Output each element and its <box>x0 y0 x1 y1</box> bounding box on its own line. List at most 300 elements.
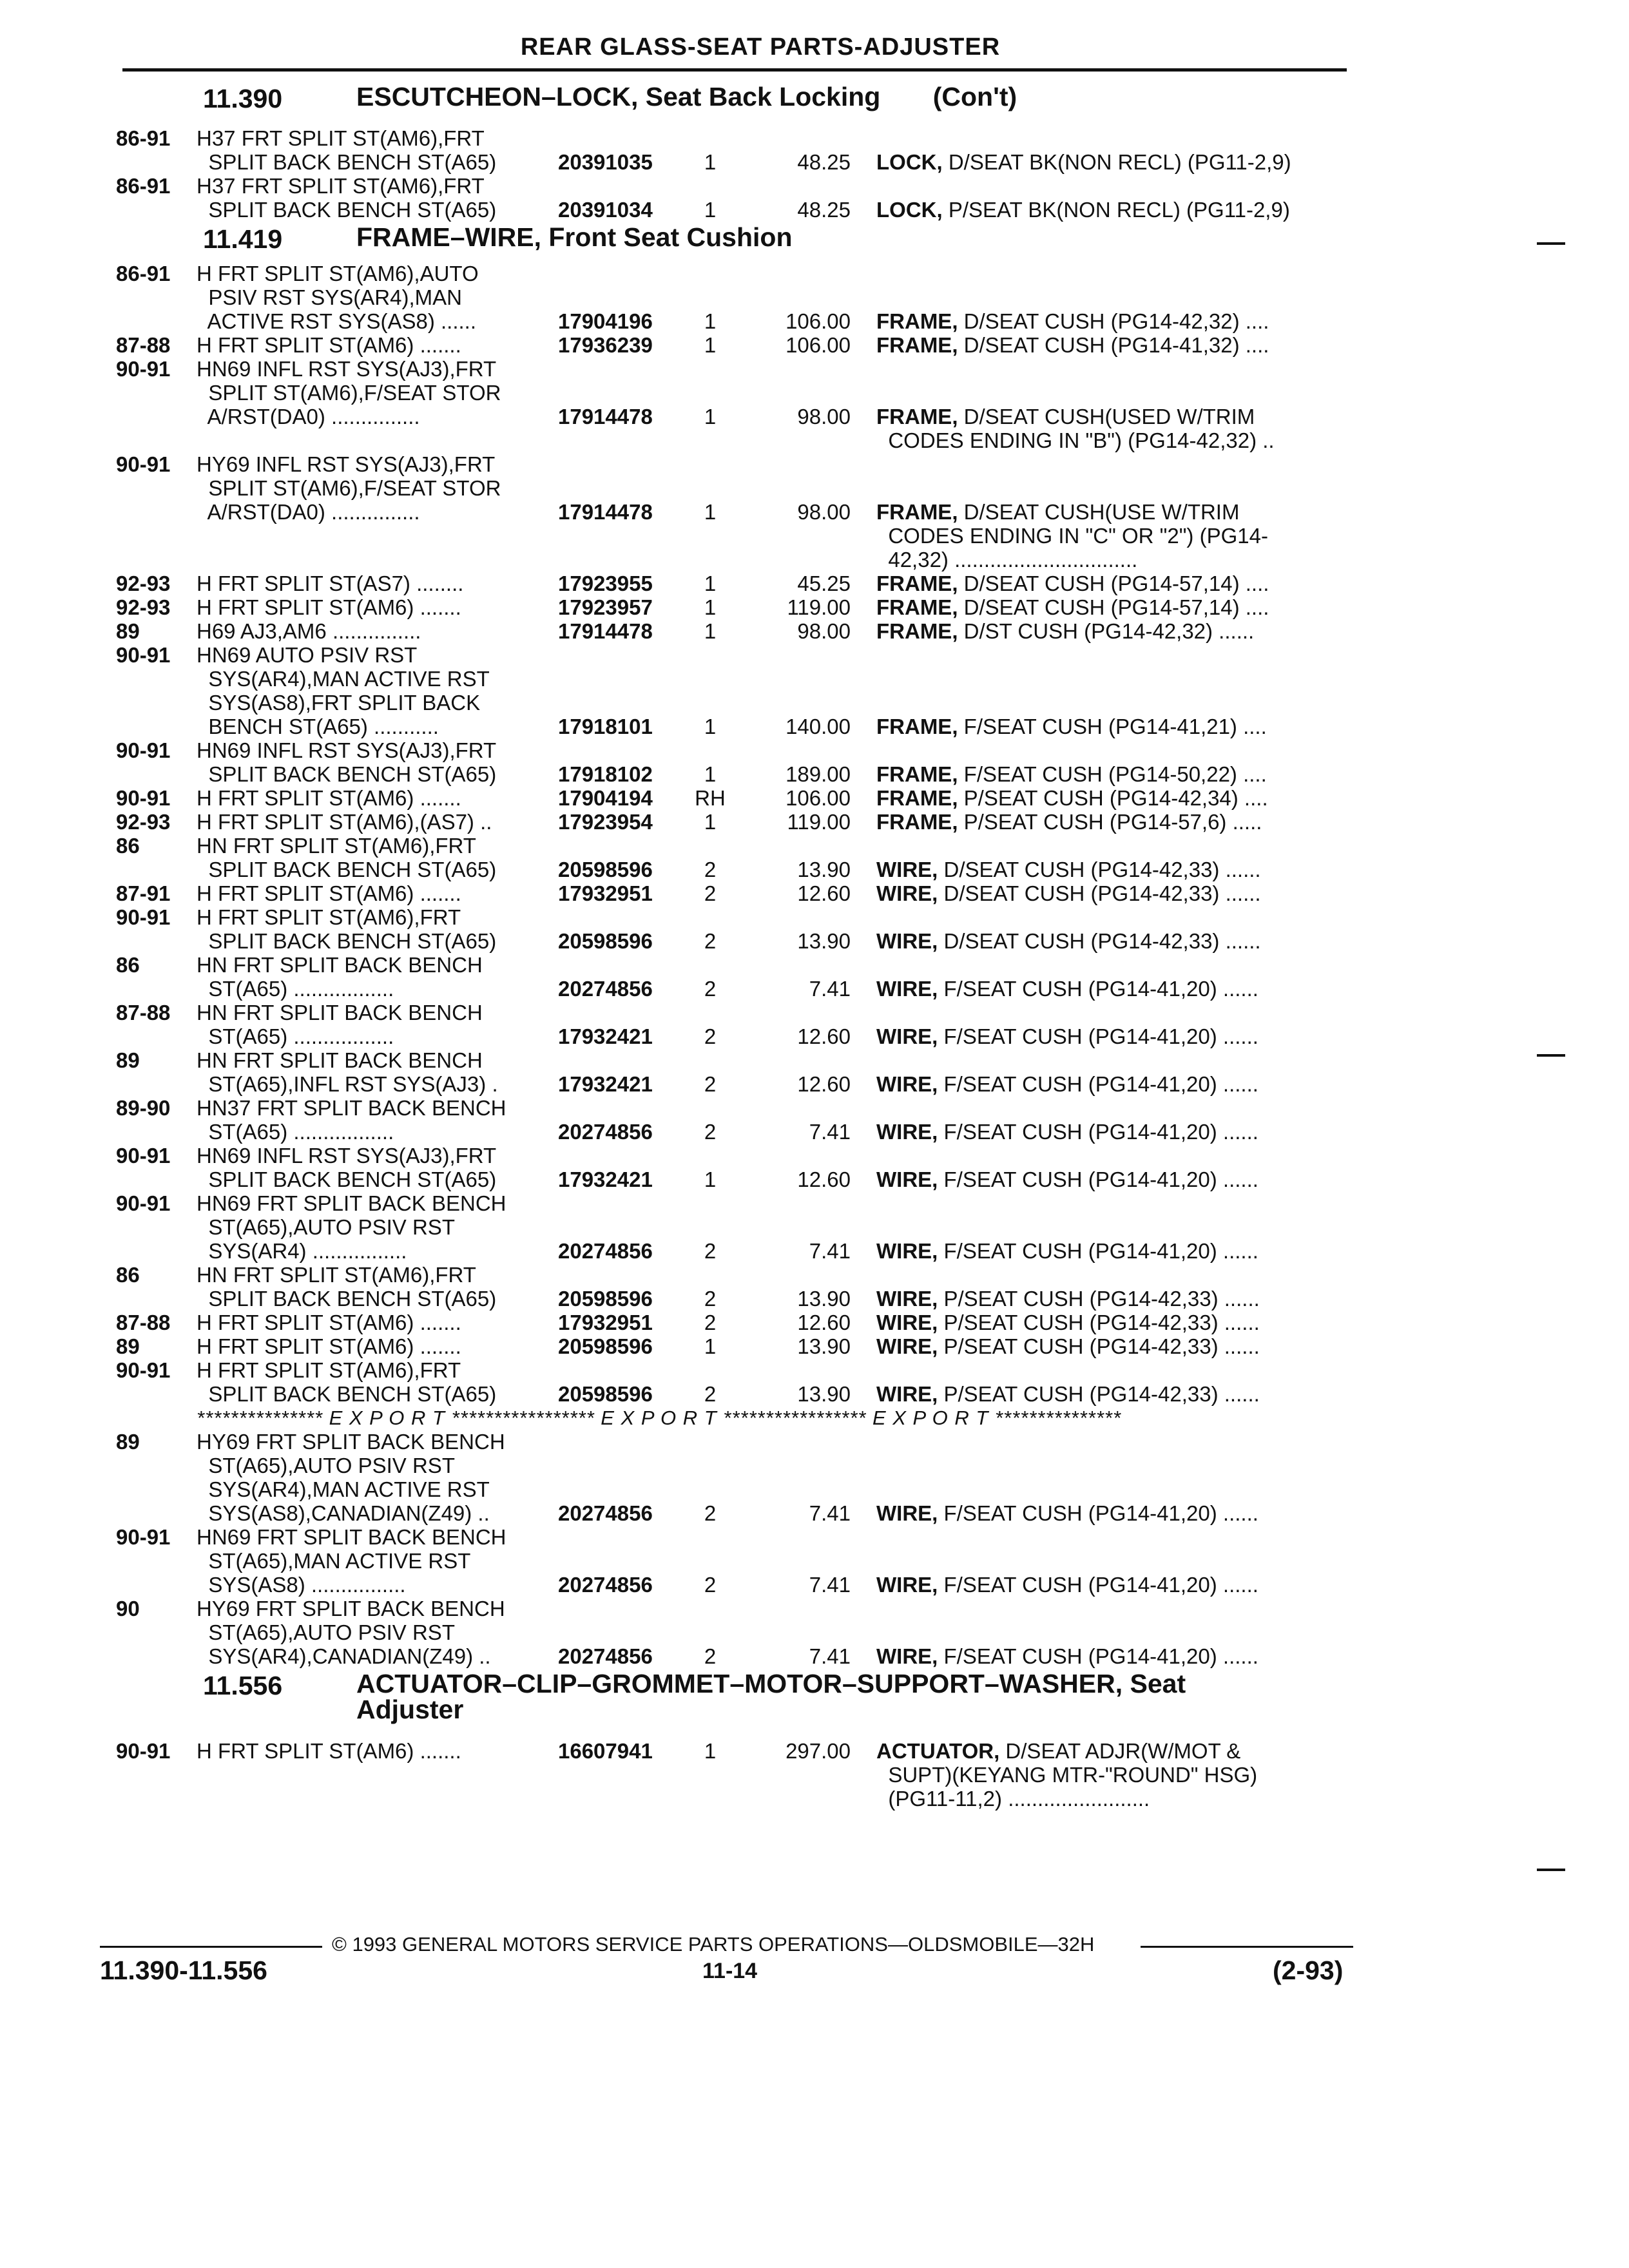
vehicle-description-line: HN FRT SPLIT BACK BENCH <box>197 1048 483 1072</box>
part-name: FRAME, <box>876 572 958 595</box>
section-11-390 <box>0 81 1629 126</box>
vehicle-description-line: HN FRT SPLIT BACK BENCH <box>197 953 483 977</box>
part-remark-line <box>876 715 1366 738</box>
vehicle-description-line: ST(A65),INFL RST SYS(AJ3) . <box>197 1072 498 1096</box>
part-name: LOCK, <box>876 198 943 222</box>
part-remark-text: D/SEAT CUSH(USED W/TRIM <box>958 405 1255 428</box>
list-price: 106.00 <box>786 309 851 333</box>
part-remark-line <box>876 428 1366 452</box>
part-name: WIRE, <box>876 1239 938 1263</box>
part-remark-text: D/SEAT CUSH (PG14-57,14) .... <box>958 595 1269 619</box>
list-price: 106.00 <box>786 333 851 357</box>
list-price: 98.00 <box>797 619 851 643</box>
part-name: LOCK, <box>876 150 943 174</box>
part-name: FRAME, <box>876 810 958 834</box>
vehicle-description-line: HN69 INFL RST SYS(AJ3),FRT <box>197 738 497 762</box>
part-remark-line <box>876 619 1366 643</box>
quantity: 2 <box>704 881 717 905</box>
part-remark-line <box>876 1573 1366 1597</box>
footer-rule <box>1141 1946 1353 1948</box>
vehicle-description-line: SPLIT ST(AM6),F/SEAT STOR <box>197 476 501 500</box>
quantity: 2 <box>704 1287 717 1311</box>
footer-rule <box>100 1946 322 1948</box>
part-remark-line <box>876 198 1366 222</box>
quantity: 2 <box>704 1644 717 1668</box>
vehicle-description-line: H69 AJ3,AM6 ............... <box>197 619 421 643</box>
vehicle-description-line: PSIV RST SYS(AR4),MAN <box>197 285 462 309</box>
list-price: 48.25 <box>797 150 851 174</box>
model-years: 90-91 <box>116 1525 171 1549</box>
part-number: 20274856 <box>558 1573 653 1597</box>
quantity: 1 <box>704 150 717 174</box>
part-name: FRAME, <box>876 595 958 619</box>
part-remark-line <box>876 1382 1366 1406</box>
part-remark-line <box>876 1334 1366 1358</box>
part-remark-line <box>876 786 1366 810</box>
part-remark-text: F/SEAT CUSH (PG14-41,20) ...... <box>938 1239 1258 1263</box>
part-remark-line <box>876 762 1366 786</box>
part-name: WIRE, <box>876 1501 938 1525</box>
quantity: 2 <box>704 977 717 1001</box>
list-price: 98.00 <box>797 405 851 428</box>
quantity: 2 <box>704 1501 717 1525</box>
model-years: 90-91 <box>116 643 171 667</box>
vehicle-description-line: H FRT SPLIT ST(AM6) ....... <box>197 786 461 810</box>
part-remark-text: F/SEAT CUSH (PG14-41,20) ...... <box>938 1120 1258 1144</box>
vehicle-description-line: HN FRT SPLIT BACK BENCH <box>197 1001 483 1024</box>
vehicle-description-line: HN69 FRT SPLIT BACK BENCH <box>197 1191 506 1215</box>
part-remark-text: F/SEAT CUSH (PG14-41,20) ...... <box>938 1024 1258 1048</box>
part-number: 20274856 <box>558 1239 653 1263</box>
part-remark-line <box>876 500 1366 524</box>
vehicle-description-line: SYS(AS8),CANADIAN(Z49) .. <box>197 1501 490 1525</box>
part-remark-text: D/ST CUSH (PG14-42,32) ...... <box>958 619 1255 643</box>
part-name: FRAME, <box>876 715 958 738</box>
part-row <box>0 881 1629 905</box>
part-remark-text: CODES ENDING IN "B") (PG14-42,32) .. <box>876 428 1275 452</box>
part-row <box>0 1334 1629 1358</box>
vehicle-description-line: ACTIVE RST SYS(AS8) ...... <box>197 309 477 333</box>
vehicle-description-line: H FRT SPLIT ST(AM6) ....... <box>197 1334 461 1358</box>
section-title: ACTUATOR–CLIP–GROMMET–MOTOR–SUPPORT–WASHER, Seat Adjuster <box>356 1669 1186 1724</box>
quantity: 2 <box>704 1382 717 1406</box>
part-row <box>0 1001 1629 1048</box>
part-name: FRAME, <box>876 405 958 428</box>
quantity: 1 <box>704 572 717 595</box>
margin-mark <box>1537 1869 1565 1871</box>
vehicle-description-line: HN69 AUTO PSIV RST <box>197 643 418 667</box>
list-price: 12.60 <box>797 1024 851 1048</box>
part-name: WIRE, <box>876 1334 938 1358</box>
rows-actuator <box>0 1739 1629 1811</box>
part-remark-text: F/SEAT CUSH (PG14-41,20) ...... <box>938 1072 1258 1096</box>
footer-date: (2-93) <box>1273 1956 1344 1985</box>
quantity: 2 <box>704 929 717 953</box>
part-number: 20598596 <box>558 1287 653 1311</box>
part-row <box>0 262 1629 333</box>
vehicle-description-line: ST(A65),MAN ACTIVE RST <box>197 1549 471 1573</box>
model-years: 86 <box>116 953 140 977</box>
part-row <box>0 1144 1629 1191</box>
part-number: 20391034 <box>558 198 653 222</box>
vehicle-description-line: HN37 FRT SPLIT BACK BENCH <box>197 1096 506 1120</box>
part-remark-line <box>876 1239 1366 1263</box>
quantity: 2 <box>704 1024 717 1048</box>
list-price: 119.00 <box>787 595 851 619</box>
quantity: 1 <box>704 1334 717 1358</box>
list-price: 13.90 <box>797 1287 851 1311</box>
quantity: 2 <box>704 1072 717 1096</box>
part-row <box>0 1597 1629 1668</box>
rows-frame-wire <box>0 262 1629 1406</box>
vehicle-description-line: BENCH ST(A65) ........... <box>197 715 439 738</box>
model-years: 87-88 <box>116 333 171 357</box>
model-years: 89 <box>116 1048 140 1072</box>
vehicle-description-line: SYS(AR4),CANADIAN(Z49) .. <box>197 1644 491 1668</box>
part-number: 20274856 <box>558 1644 653 1668</box>
quantity: 1 <box>704 810 717 834</box>
part-row <box>0 1096 1629 1144</box>
part-remark-text: F/SEAT CUSH (PG14-41,20) ...... <box>938 1501 1258 1525</box>
part-number: 20598596 <box>558 929 653 953</box>
part-remark-line <box>876 1739 1366 1763</box>
vehicle-description-line: ST(A65) ................. <box>197 1120 394 1144</box>
part-remark-text: P/SEAT CUSH (PG14-42,34) .... <box>958 786 1268 810</box>
export-divider-text: *************** E X P O R T ***************** E X P O R T ***************** E X P O R T *************** <box>197 1407 1121 1429</box>
model-years: 90-91 <box>116 1358 171 1382</box>
part-row <box>0 572 1629 595</box>
model-years: 92-93 <box>116 572 171 595</box>
vehicle-description-line: SPLIT BACK BENCH ST(A65) <box>197 198 497 222</box>
model-years: 89 <box>116 619 140 643</box>
part-name: FRAME, <box>876 500 958 524</box>
part-number: 20274856 <box>558 1120 653 1144</box>
model-years: 86-91 <box>116 262 171 285</box>
part-remark-text: D/SEAT CUSH (PG14-42,32) .... <box>958 309 1269 333</box>
part-remark-line <box>876 572 1366 595</box>
quantity: 1 <box>704 1168 717 1191</box>
part-number: 17914478 <box>558 405 653 428</box>
part-remark-text: F/SEAT CUSH (PG14-41,20) ...... <box>938 1644 1258 1668</box>
list-price: 7.41 <box>809 1120 851 1144</box>
part-number: 17932421 <box>558 1168 653 1191</box>
vehicle-description-line: H FRT SPLIT ST(AM6) ....... <box>197 1311 461 1334</box>
section-11-419 <box>0 222 1629 262</box>
part-name: WIRE, <box>876 1072 938 1096</box>
model-years: 89 <box>116 1334 140 1358</box>
quantity: 2 <box>704 1120 717 1144</box>
vehicle-description-line: SYS(AR4) ................ <box>197 1239 407 1263</box>
rows-escutcheon-lock <box>0 126 1629 222</box>
part-number: 17914478 <box>558 500 653 524</box>
vehicle-description-line: H37 FRT SPLIT ST(AM6),FRT <box>197 174 485 198</box>
margin-mark <box>1537 242 1565 245</box>
part-row <box>0 738 1629 786</box>
part-row <box>0 333 1629 357</box>
part-remark-text: D/SEAT ADJR(W/MOT & <box>999 1739 1241 1763</box>
part-number: 20598596 <box>558 1334 653 1358</box>
part-name: WIRE, <box>876 881 938 905</box>
part-remark-line <box>876 1072 1366 1096</box>
list-price: 119.00 <box>787 810 851 834</box>
vehicle-description-line: HN FRT SPLIT ST(AM6),FRT <box>197 834 476 858</box>
model-years: 90-91 <box>116 738 171 762</box>
part-number: 20598596 <box>558 1382 653 1406</box>
vehicle-description-line: SPLIT BACK BENCH ST(A65) <box>197 150 497 174</box>
section-11-556 <box>0 1668 1629 1739</box>
part-name: WIRE, <box>876 1168 938 1191</box>
model-years: 86-91 <box>116 126 171 150</box>
vehicle-description-line: H FRT SPLIT ST(AS7) ........ <box>197 572 464 595</box>
part-remark-line <box>876 405 1366 428</box>
part-row <box>0 786 1629 810</box>
page-header <box>122 31 1347 72</box>
vehicle-description-line: ST(A65) ................. <box>197 1024 394 1048</box>
vehicle-description-line: SPLIT BACK BENCH ST(A65) <box>197 1382 497 1406</box>
part-name: WIRE, <box>876 858 938 881</box>
part-number: 16607941 <box>558 1739 653 1763</box>
part-name: WIRE, <box>876 1573 938 1597</box>
vehicle-description-line: ST(A65),AUTO PSIV RST <box>197 1454 455 1477</box>
part-name: WIRE, <box>876 1311 938 1334</box>
quantity: 2 <box>704 1311 717 1334</box>
list-price: 45.25 <box>797 572 851 595</box>
part-remark-line <box>876 333 1366 357</box>
part-number: 20598596 <box>558 858 653 881</box>
vehicle-description-line: HN FRT SPLIT ST(AM6),FRT <box>197 1263 476 1287</box>
list-price: 12.60 <box>797 1311 851 1334</box>
part-row <box>0 357 1629 452</box>
part-row <box>0 834 1629 881</box>
vehicle-description-line: A/RST(DA0) ............... <box>197 405 420 428</box>
part-row <box>0 174 1629 222</box>
part-row <box>0 810 1629 834</box>
rows-frame-wire-export <box>0 1430 1629 1668</box>
vehicle-description-line: HY69 INFL RST SYS(AJ3),FRT <box>197 452 496 476</box>
list-price: 13.90 <box>797 1382 851 1406</box>
part-number: 17936239 <box>558 333 653 357</box>
list-price: 7.41 <box>809 977 851 1001</box>
part-name: ACTUATOR, <box>876 1739 1000 1763</box>
vehicle-description-line: HY69 FRT SPLIT BACK BENCH <box>197 1430 505 1454</box>
list-price: 98.00 <box>797 500 851 524</box>
part-remark-line <box>876 1024 1366 1048</box>
footer-section-range: 11.390-11.556 <box>100 1956 267 1985</box>
parts-listing <box>0 81 1629 1811</box>
part-remark-text: CODES ENDING IN "C" OR "2") (PG14- <box>876 524 1268 548</box>
part-remark-text: D/SEAT CUSH (PG14-57,14) .... <box>958 572 1269 595</box>
part-remark-text: (PG11-11,2) ........................ <box>876 1787 1150 1811</box>
part-number: 17932951 <box>558 881 653 905</box>
model-years: 90-91 <box>116 786 171 810</box>
model-years: 90-91 <box>116 1191 171 1215</box>
part-remark-line <box>876 548 1366 572</box>
list-price: 7.41 <box>809 1573 851 1597</box>
quantity: 1 <box>704 762 717 786</box>
part-number: 17904196 <box>558 309 653 333</box>
vehicle-description-line: ST(A65) ................. <box>197 977 394 1001</box>
part-remark-text: 42,32) ............................... <box>876 548 1138 572</box>
model-years: 90 <box>116 1597 140 1620</box>
part-remark-text: SUPT)(KEYANG MTR-"ROUND" HSG) <box>876 1763 1258 1787</box>
list-price: 7.41 <box>809 1501 851 1525</box>
section-number: 11.419 <box>203 224 283 254</box>
part-row <box>0 1263 1629 1311</box>
quantity: 2 <box>704 1239 717 1263</box>
model-years: 90-91 <box>116 452 171 476</box>
part-name: FRAME, <box>876 309 958 333</box>
part-remark-text: F/SEAT CUSH (PG14-41,20) ...... <box>938 1573 1258 1597</box>
part-row <box>0 1430 1629 1525</box>
part-row <box>0 452 1629 572</box>
part-remark-line <box>876 150 1366 174</box>
part-row <box>0 1358 1629 1406</box>
quantity: RH <box>695 786 726 810</box>
part-remark-text: P/SEAT CUSH (PG14-42,33) ...... <box>938 1382 1260 1406</box>
vehicle-description-line: H FRT SPLIT ST(AM6),AUTO <box>197 262 479 285</box>
part-number: 17932421 <box>558 1072 653 1096</box>
part-remark-text: F/SEAT CUSH (PG14-41,21) .... <box>958 715 1267 738</box>
quantity: 1 <box>704 715 717 738</box>
part-name: WIRE, <box>876 929 938 953</box>
part-row <box>0 619 1629 643</box>
part-remark-line <box>876 595 1366 619</box>
quantity: 2 <box>704 1573 717 1597</box>
quantity: 1 <box>704 198 717 222</box>
vehicle-description-line: HN69 INFL RST SYS(AJ3),FRT <box>197 357 497 381</box>
vehicle-description-line: H FRT SPLIT ST(AM6) ....... <box>197 333 461 357</box>
margin-mark <box>1537 1054 1565 1057</box>
part-remark-text: P/SEAT CUSH (PG14-42,33) ...... <box>938 1311 1260 1334</box>
vehicle-description-line: SPLIT BACK BENCH ST(A65) <box>197 858 497 881</box>
part-row <box>0 595 1629 619</box>
part-name: FRAME, <box>876 333 958 357</box>
part-name: FRAME, <box>876 619 958 643</box>
model-years: 89 <box>116 1430 140 1454</box>
part-name: FRAME, <box>876 762 958 786</box>
part-remark-line <box>876 1311 1366 1334</box>
list-price: 7.41 <box>809 1239 851 1263</box>
model-years: 90-91 <box>116 1144 171 1168</box>
part-remark-line <box>876 1287 1366 1311</box>
part-row <box>0 905 1629 953</box>
part-number: 20274856 <box>558 977 653 1001</box>
vehicle-description-line: SPLIT ST(AM6),F/SEAT STOR <box>197 381 501 405</box>
part-number: 17914478 <box>558 619 653 643</box>
part-remark-line <box>876 1763 1366 1787</box>
vehicle-description-line: HN69 INFL RST SYS(AJ3),FRT <box>197 1144 497 1168</box>
part-number: 17923955 <box>558 572 653 595</box>
section-number: 11.556 <box>203 1671 283 1700</box>
quantity: 1 <box>704 1739 717 1763</box>
list-price: 48.25 <box>797 198 851 222</box>
list-price: 140.00 <box>786 715 851 738</box>
part-remark-text: P/SEAT BK(NON RECL) (PG11-2,9) <box>942 198 1290 222</box>
model-years: 92-93 <box>116 810 171 834</box>
part-row <box>0 643 1629 738</box>
part-name: WIRE, <box>876 1644 938 1668</box>
vehicle-description-line: ST(A65),AUTO PSIV RST <box>197 1620 455 1644</box>
quantity: 1 <box>704 405 717 428</box>
part-remark-text: D/SEAT CUSH (PG14-42,33) ...... <box>938 858 1261 881</box>
vehicle-description-line: HN69 FRT SPLIT BACK BENCH <box>197 1525 506 1549</box>
part-number: 17932421 <box>558 1024 653 1048</box>
part-name: WIRE, <box>876 977 938 1001</box>
list-price: 13.90 <box>797 929 851 953</box>
list-price: 13.90 <box>797 1334 851 1358</box>
model-years: 90-91 <box>116 905 171 929</box>
vehicle-description-line: SPLIT BACK BENCH ST(A65) <box>197 929 497 953</box>
part-number: 17918102 <box>558 762 653 786</box>
list-price: 12.60 <box>797 1072 851 1096</box>
export-divider <box>0 1406 1629 1430</box>
part-remark-text: F/SEAT CUSH (PG14-50,22) .... <box>958 762 1267 786</box>
model-years: 89-90 <box>116 1096 171 1120</box>
part-remark-line <box>876 1168 1366 1191</box>
part-remark-text: P/SEAT CUSH (PG14-57,6) ..... <box>958 810 1262 834</box>
vehicle-description-line: H37 FRT SPLIT ST(AM6),FRT <box>197 126 485 150</box>
part-remark-text: D/SEAT CUSH (PG14-42,33) ...... <box>938 881 1261 905</box>
vehicle-description-line: SPLIT BACK BENCH ST(A65) <box>197 1287 497 1311</box>
part-number: 20391035 <box>558 150 653 174</box>
list-price: 12.60 <box>797 1168 851 1191</box>
part-remark-text: F/SEAT CUSH (PG14-41,20) ...... <box>938 977 1258 1001</box>
part-row <box>0 1048 1629 1096</box>
model-years: 92-93 <box>116 595 171 619</box>
part-name: FRAME, <box>876 786 958 810</box>
part-row <box>0 1525 1629 1597</box>
vehicle-description-line: H FRT SPLIT ST(AM6) ....... <box>197 1739 461 1763</box>
part-remark-line <box>876 929 1366 953</box>
part-remark-line <box>876 309 1366 333</box>
part-remark-line <box>876 1120 1366 1144</box>
list-price: 12.60 <box>797 881 851 905</box>
vehicle-description-line: HY69 FRT SPLIT BACK BENCH <box>197 1597 505 1620</box>
vehicle-description-line: H FRT SPLIT ST(AM6),FRT <box>197 1358 461 1382</box>
part-number: 20274856 <box>558 1501 653 1525</box>
part-remark-text: P/SEAT CUSH (PG14-42,33) ...... <box>938 1287 1260 1311</box>
part-remark-line <box>876 810 1366 834</box>
section-title: FRAME–WIRE, Front Seat Cushion <box>356 222 793 252</box>
list-price: 106.00 <box>786 786 851 810</box>
vehicle-description-line: SYS(AR4),MAN ACTIVE RST <box>197 667 490 691</box>
part-remark-line <box>876 1787 1366 1811</box>
part-name: WIRE, <box>876 1120 938 1144</box>
vehicle-description-line: H FRT SPLIT ST(AM6) ....... <box>197 595 461 619</box>
vehicle-description-line: SYS(AS8),FRT SPLIT BACK <box>197 691 481 715</box>
quantity: 1 <box>704 333 717 357</box>
vehicle-description-line: SYS(AS8) ................ <box>197 1573 406 1597</box>
section-title: ESCUTCHEON–LOCK, Seat Back Locking (Con't) <box>356 82 1017 111</box>
model-years: 87-88 <box>116 1001 171 1024</box>
part-number: 17918101 <box>558 715 653 738</box>
model-years: 86-91 <box>116 174 171 198</box>
quantity: 1 <box>704 500 717 524</box>
quantity: 1 <box>704 595 717 619</box>
part-row <box>0 1739 1629 1811</box>
model-years: 87-88 <box>116 1311 171 1334</box>
part-row <box>0 1311 1629 1334</box>
vehicle-description-line: SYS(AR4),MAN ACTIVE RST <box>197 1477 490 1501</box>
part-remark-text: D/SEAT CUSH (PG14-41,32) .... <box>958 333 1269 357</box>
part-row <box>0 1191 1629 1263</box>
vehicle-description-line: ST(A65),AUTO PSIV RST <box>197 1215 455 1239</box>
part-name: WIRE, <box>876 1287 938 1311</box>
part-remark-text: P/SEAT CUSH (PG14-42,33) ...... <box>938 1334 1260 1358</box>
section-number: 11.390 <box>203 84 283 113</box>
part-remark-text: F/SEAT CUSH (PG14-41,20) ...... <box>938 1168 1258 1191</box>
list-price: 189.00 <box>786 762 851 786</box>
